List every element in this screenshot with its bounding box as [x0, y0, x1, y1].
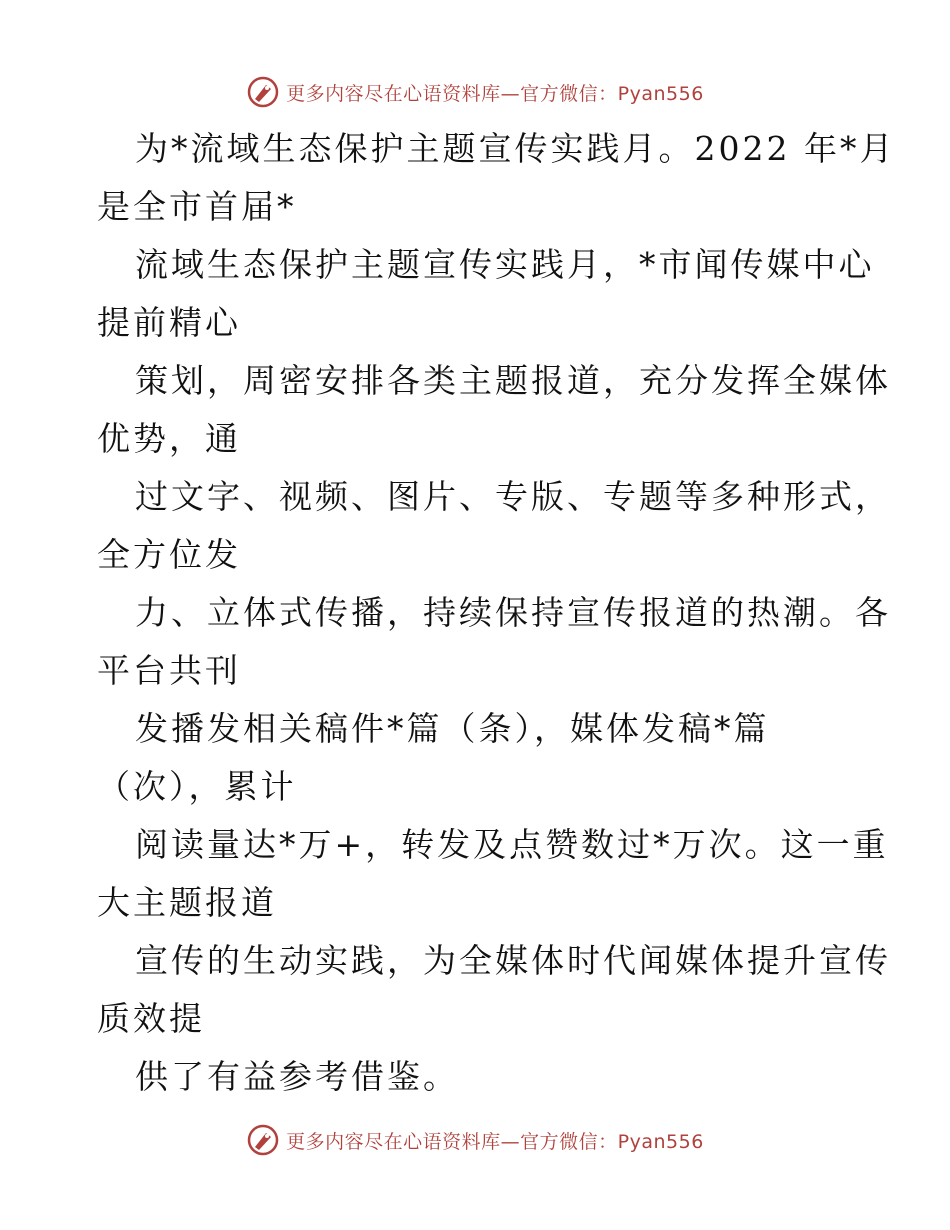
body-line-4: 提前精心: [97, 303, 241, 342]
header-banner-text: 更多内容尽在心语资料库—官方微信：Pyan556: [286, 82, 704, 105]
body-line-1: 为*流域生态保护主题宣传实践月。2022 年*月: [135, 129, 896, 168]
body-line-8: 全方位发: [97, 535, 241, 574]
body-line-16: 质效提: [97, 999, 205, 1038]
body-line-11: 发播发相关稿件*篇（条），媒体发稿*篇: [135, 709, 770, 748]
body-line-12: （次），累计: [97, 767, 297, 806]
body-line-17: 供了有益参考借鉴。: [135, 1057, 459, 1096]
document-body: [97, 120, 896, 1106]
body-line-13: 阅读量达*万+，转发及点赞数过*万次。这一重: [135, 825, 889, 864]
footer-watermark-banner: [0, 1120, 950, 1160]
body-line-14: 大主题报道: [97, 883, 277, 922]
body-line-9: 力、立体式传播，持续保持宣传报道的热潮。各: [135, 593, 891, 632]
footer-banner-text: 更多内容尽在心语资料库—官方微信：Pyan556: [286, 1130, 704, 1153]
body-line-10: 平台共刊: [97, 651, 241, 690]
pen-nib-seal-icon: [246, 75, 280, 109]
body-line-2: 是全市首届*: [97, 187, 297, 226]
body-line-3: 流域生态保护主题宣传实践月，*市闻传媒中心: [135, 245, 875, 284]
body-line-15: 宣传的生动实践，为全媒体时代闻媒体提升宣传: [135, 941, 891, 980]
body-line-5: 策划，周密安排各类主题报道，充分发挥全媒体: [135, 361, 891, 400]
body-line-6: 优势，通: [97, 419, 241, 458]
pen-nib-seal-icon: [246, 1123, 280, 1157]
body-line-7: 过文字、视频、图片、专版、专题等多种形式，: [135, 477, 891, 516]
header-watermark-banner: [0, 72, 950, 112]
